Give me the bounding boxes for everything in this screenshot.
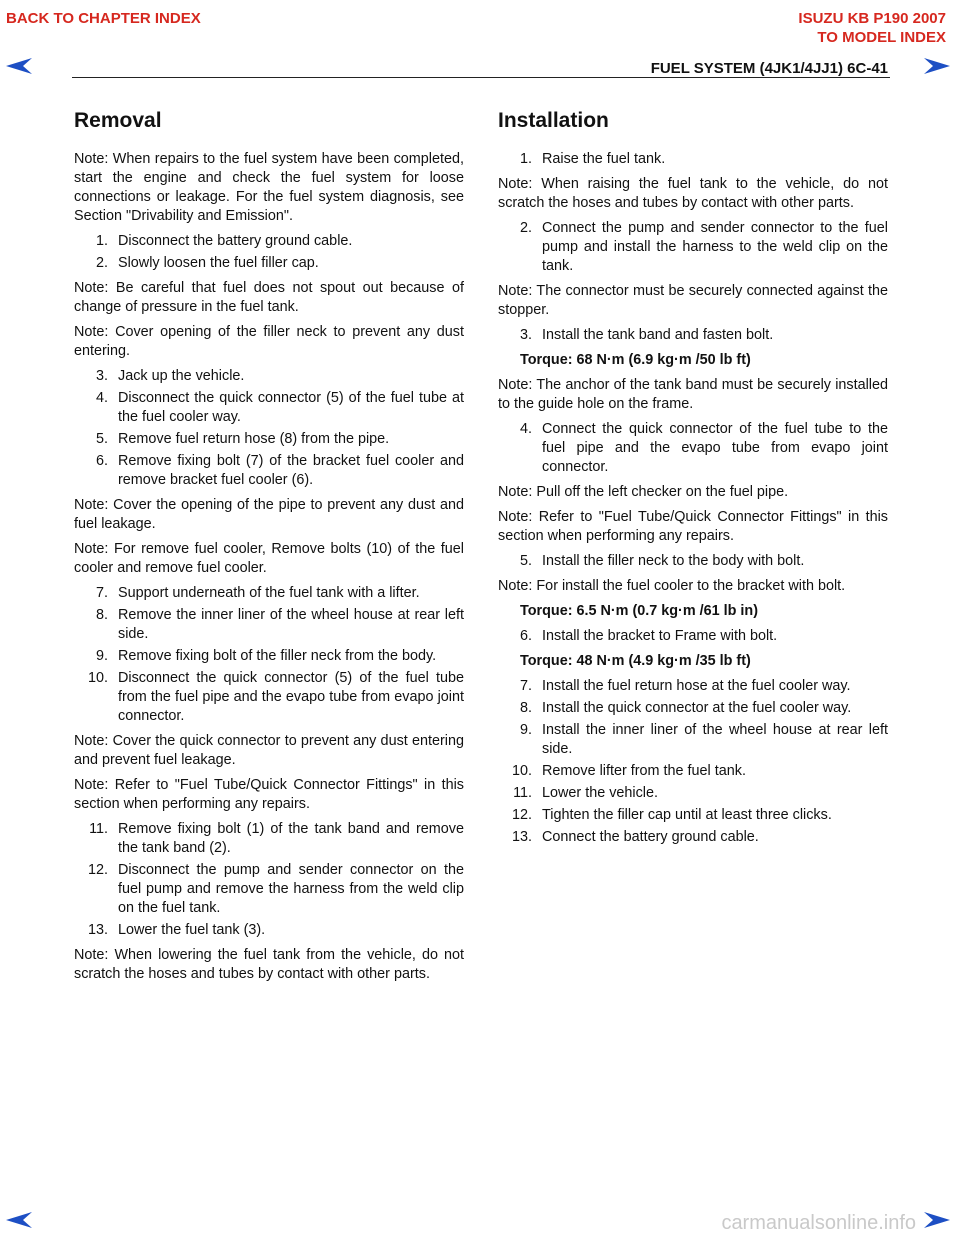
removal-note-1: Note: When repairs to the fuel system have been completed, start the engine and check the fuel system for loose connections or leakage. For the fuel system diagnosis, see Section "Drivability and Emission". <box>74 151 464 224</box>
step-text: Disconnect the quick connector (5) of the fuel tube from the fuel pipe and the evapo tube from evapo joint connector. <box>118 670 464 724</box>
step-text: Connect the pump and sender connector to the fuel pump and install the harness to the weld clip on the tank. <box>542 220 888 274</box>
step-item <box>74 584 464 603</box>
removal-note-8: Note: When lowering the fuel tank from the vehicle, do not scratch the hoses and tubes by contact with other parts. <box>74 947 464 982</box>
step-text: Lower the fuel tank (3). <box>118 922 266 938</box>
step-text: Remove fixing bolt (1) of the tank band and remove the tank band (2). <box>118 821 464 856</box>
installation-steps-c <box>498 326 888 345</box>
step-item <box>498 762 888 781</box>
removal-note-4: Note: Cover the opening of the pipe to prevent any dust and fuel leakage. <box>74 497 464 532</box>
step-text: Lower the vehicle. <box>542 785 658 801</box>
step-number: 1. <box>95 233 108 249</box>
step-item <box>74 861 464 918</box>
step-number: 2. <box>519 220 532 236</box>
step-text: Disconnect the battery ground cable. <box>118 233 353 249</box>
previous-page-arrow-bottom-icon[interactable] <box>6 1212 32 1228</box>
installation-steps-f <box>498 627 888 646</box>
step-number: 8. <box>95 607 108 623</box>
step-text: Disconnect the pump and sender connector on the fuel pump and remove the harness from the weld clip on the fuel tank. <box>118 862 464 916</box>
step-item <box>498 552 888 571</box>
step-text: Support underneath of the fuel tank with a lifter. <box>118 585 420 601</box>
step-item <box>498 219 888 276</box>
step-item <box>74 254 464 273</box>
header-divider <box>72 77 890 78</box>
step-item <box>74 389 464 427</box>
model-title-link[interactable]: ISUZU KB P190 2007 <box>798 10 946 27</box>
step-text: Remove the inner liner of the wheel house at rear left side. <box>118 607 464 642</box>
step-number: 2. <box>95 255 108 271</box>
step-number: 12. <box>87 862 108 878</box>
step-number: 7. <box>519 678 532 694</box>
step-number: 5. <box>95 431 108 447</box>
step-text: Remove fuel return hose (8) from the pipe. <box>118 431 390 447</box>
step-text: Install the filler neck to the body with bolt. <box>542 553 805 569</box>
step-number: 6. <box>519 628 532 644</box>
step-item <box>74 452 464 490</box>
step-text: Slowly loosen the fuel filler cap. <box>118 255 319 271</box>
step-item <box>498 420 888 477</box>
installation-note-5: Note: Refer to "Fuel Tube/Quick Connector Fittings" in this section when performing any repairs. <box>498 509 888 544</box>
step-number: 10. <box>87 670 108 686</box>
step-item <box>498 326 888 345</box>
step-number: 6. <box>95 453 108 469</box>
removal-note-7: Note: Refer to "Fuel Tube/Quick Connector Fittings" in this section when performing any repairs. <box>74 777 464 812</box>
step-text: Raise the fuel tank. <box>542 151 666 167</box>
removal-note-6: Note: Cover the quick connector to prevent any dust entering and prevent fuel leakage. <box>74 733 464 768</box>
step-text: Connect the quick connector of the fuel tube to the fuel pipe and the evapo tube from evapo joint connector. <box>542 421 888 475</box>
step-text: Disconnect the quick connector (5) of the fuel tube at the fuel cooler way. <box>118 390 464 425</box>
installation-heading: Installation <box>498 109 609 132</box>
step-text: Remove fixing bolt of the filler neck from the body. <box>118 648 437 664</box>
step-number: 12. <box>511 807 532 823</box>
installation-note-3: Note: The anchor of the tank band must be securely installed to the guide hole on the frame. <box>498 377 888 412</box>
step-item <box>498 677 888 696</box>
step-item <box>74 647 464 666</box>
step-number: 3. <box>95 368 108 384</box>
step-item <box>498 806 888 825</box>
next-page-arrow-icon[interactable] <box>924 58 950 74</box>
installation-steps-b <box>498 219 888 276</box>
step-text: Remove lifter from the fuel tank. <box>542 763 746 779</box>
step-item <box>74 430 464 449</box>
step-number: 7. <box>95 585 108 601</box>
installation-note-1: Note: When raising the fuel tank to the vehicle, do not scratch the hoses and tubes by contact with other parts. <box>498 176 888 211</box>
step-text: Install the bracket to Frame with bolt. <box>542 628 778 644</box>
step-number: 13. <box>87 922 108 938</box>
step-item <box>498 150 888 169</box>
removal-steps-b <box>74 367 464 490</box>
installation-note-6: Note: For install the fuel cooler to the bracket with bolt. <box>498 578 846 594</box>
step-item <box>74 606 464 644</box>
step-number: 9. <box>519 722 532 738</box>
to-model-index-link[interactable]: TO MODEL INDEX <box>817 29 946 46</box>
removal-section <box>74 108 464 990</box>
step-number: 11. <box>513 785 532 801</box>
step-number: 5. <box>519 553 532 569</box>
removal-steps-d <box>74 820 464 940</box>
step-number: 11. <box>89 821 108 837</box>
removal-heading: Removal <box>74 109 162 132</box>
back-to-chapter-index-link[interactable]: BACK TO CHAPTER INDEX <box>6 10 201 27</box>
step-number: 3. <box>519 327 532 343</box>
installation-note-4: Note: Pull off the left checker on the fuel pipe. <box>498 484 789 500</box>
step-text: Jack up the vehicle. <box>118 368 245 384</box>
step-item <box>74 921 464 940</box>
installation-steps-g <box>498 677 888 847</box>
step-item <box>74 367 464 386</box>
step-item <box>498 721 888 759</box>
step-text: Install the fuel return hose at the fuel cooler way. <box>542 678 851 694</box>
step-number: 13. <box>511 829 532 845</box>
step-text: Install the quick connector at the fuel cooler way. <box>542 700 852 716</box>
step-text: Install the tank band and fasten bolt. <box>542 327 774 343</box>
step-text: Install the inner liner of the wheel house at rear left side. <box>542 722 888 757</box>
step-number: 1. <box>519 151 532 167</box>
step-number: 4. <box>95 390 108 406</box>
page-header-title: FUEL SYSTEM (4JK1/4JJ1) 6C-41 <box>650 60 888 77</box>
installation-steps-d <box>498 420 888 477</box>
removal-note-3: Note: Cover opening of the filler neck to prevent any dust entering. <box>74 324 464 359</box>
step-text: Tighten the filler cap until at least three clicks. <box>542 807 832 823</box>
step-item <box>498 627 888 646</box>
next-page-arrow-bottom-icon[interactable] <box>924 1212 950 1228</box>
installation-note-2: Note: The connector must be securely connected against the stopper. <box>498 283 888 318</box>
step-number: 4. <box>519 421 532 437</box>
step-item <box>74 669 464 726</box>
step-item <box>498 699 888 718</box>
step-number: 8. <box>519 700 532 716</box>
previous-page-arrow-icon[interactable] <box>6 58 32 74</box>
installation-steps-a <box>498 150 888 169</box>
step-item <box>498 828 888 847</box>
removal-note-5: Note: For remove fuel cooler, Remove bolts (10) of the fuel cooler and remove fuel cooler. <box>74 541 464 576</box>
removal-steps-a <box>74 232 464 273</box>
step-number: 9. <box>95 648 108 664</box>
removal-note-2: Note: Be careful that fuel does not spout out because of change of pressure in the fuel tank. <box>74 280 464 315</box>
installation-section <box>498 108 888 853</box>
torque-spec-1: Torque: 68 N·m (6.9 kg·m /50 lb ft) <box>520 352 751 368</box>
torque-spec-3: Torque: 48 N·m (4.9 kg·m /35 lb ft) <box>520 653 751 669</box>
step-item <box>74 820 464 858</box>
torque-spec-2: Torque: 6.5 N·m (0.7 kg·m /61 lb in) <box>520 603 759 619</box>
removal-steps-c <box>74 584 464 726</box>
step-number: 10. <box>511 763 532 779</box>
step-item <box>74 232 464 251</box>
step-text: Connect the battery ground cable. <box>542 829 759 845</box>
watermark: carmanualsonline.info <box>721 1212 916 1234</box>
step-item <box>498 784 888 803</box>
installation-steps-e <box>498 552 888 571</box>
step-text: Remove fixing bolt (7) of the bracket fuel cooler and remove bracket fuel cooler (6). <box>118 453 464 488</box>
